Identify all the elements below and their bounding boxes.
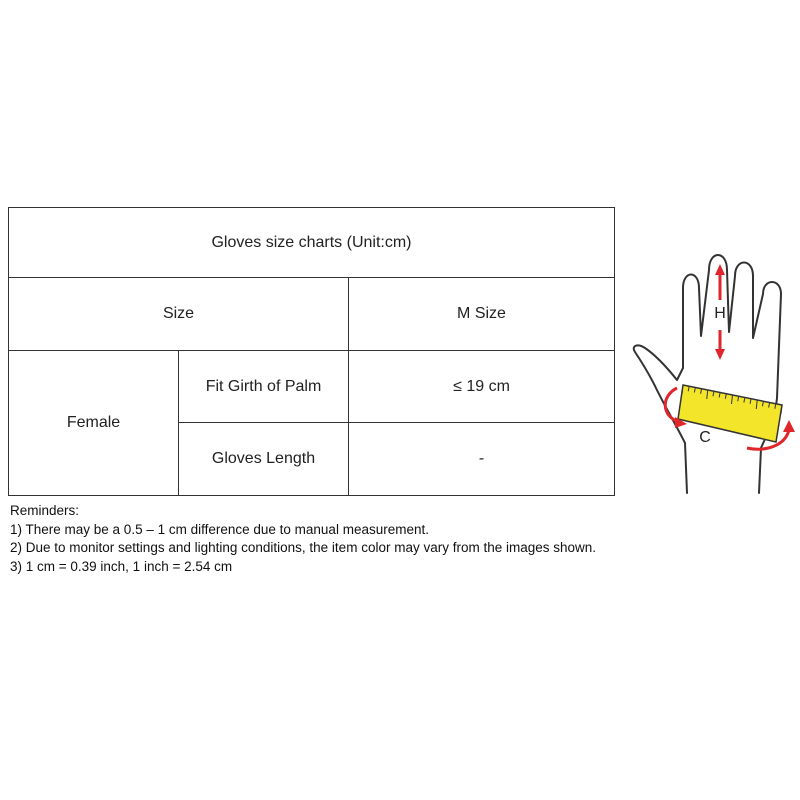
circumference-label: C: [699, 429, 711, 446]
reminder-item: 1) There may be a 0.5 – 1 cm difference due to manual measurement.: [10, 521, 429, 537]
height-arrow-down-icon: [715, 349, 725, 360]
size-label-cell: Size: [9, 278, 349, 351]
reminders-block: [10, 502, 610, 576]
hand-outline: [634, 255, 781, 493]
row-label-gloves-length: Gloves Length: [179, 423, 349, 496]
size-chart-table: [8, 207, 615, 496]
hand-measurement-diagram: [625, 248, 797, 498]
row-value-gloves-length: -: [349, 423, 615, 496]
circumference-arrow: [665, 388, 679, 422]
row-label-palm-girth: Fit Girth of Palm: [179, 351, 349, 423]
size-value-cell: M Size: [349, 278, 615, 351]
height-label: H: [714, 305, 726, 322]
measuring-tape: [678, 385, 782, 442]
reminder-item: 3) 1 cm = 0.39 inch, 1 inch = 2.54 cm: [10, 558, 233, 574]
circumference-arrow-right-icon: [783, 420, 795, 432]
reminder-item: 2) Due to monitor settings and lighting conditions, the item color may vary from the images shown.: [10, 540, 597, 555]
group-label-cell: Female: [9, 351, 179, 496]
table-title: Gloves size charts (Unit:cm): [9, 208, 615, 278]
reminders-heading: Reminders:: [10, 503, 80, 518]
row-value-palm-girth: ≤ 19 cm: [349, 351, 615, 423]
height-arrow-up-icon: [715, 264, 725, 275]
